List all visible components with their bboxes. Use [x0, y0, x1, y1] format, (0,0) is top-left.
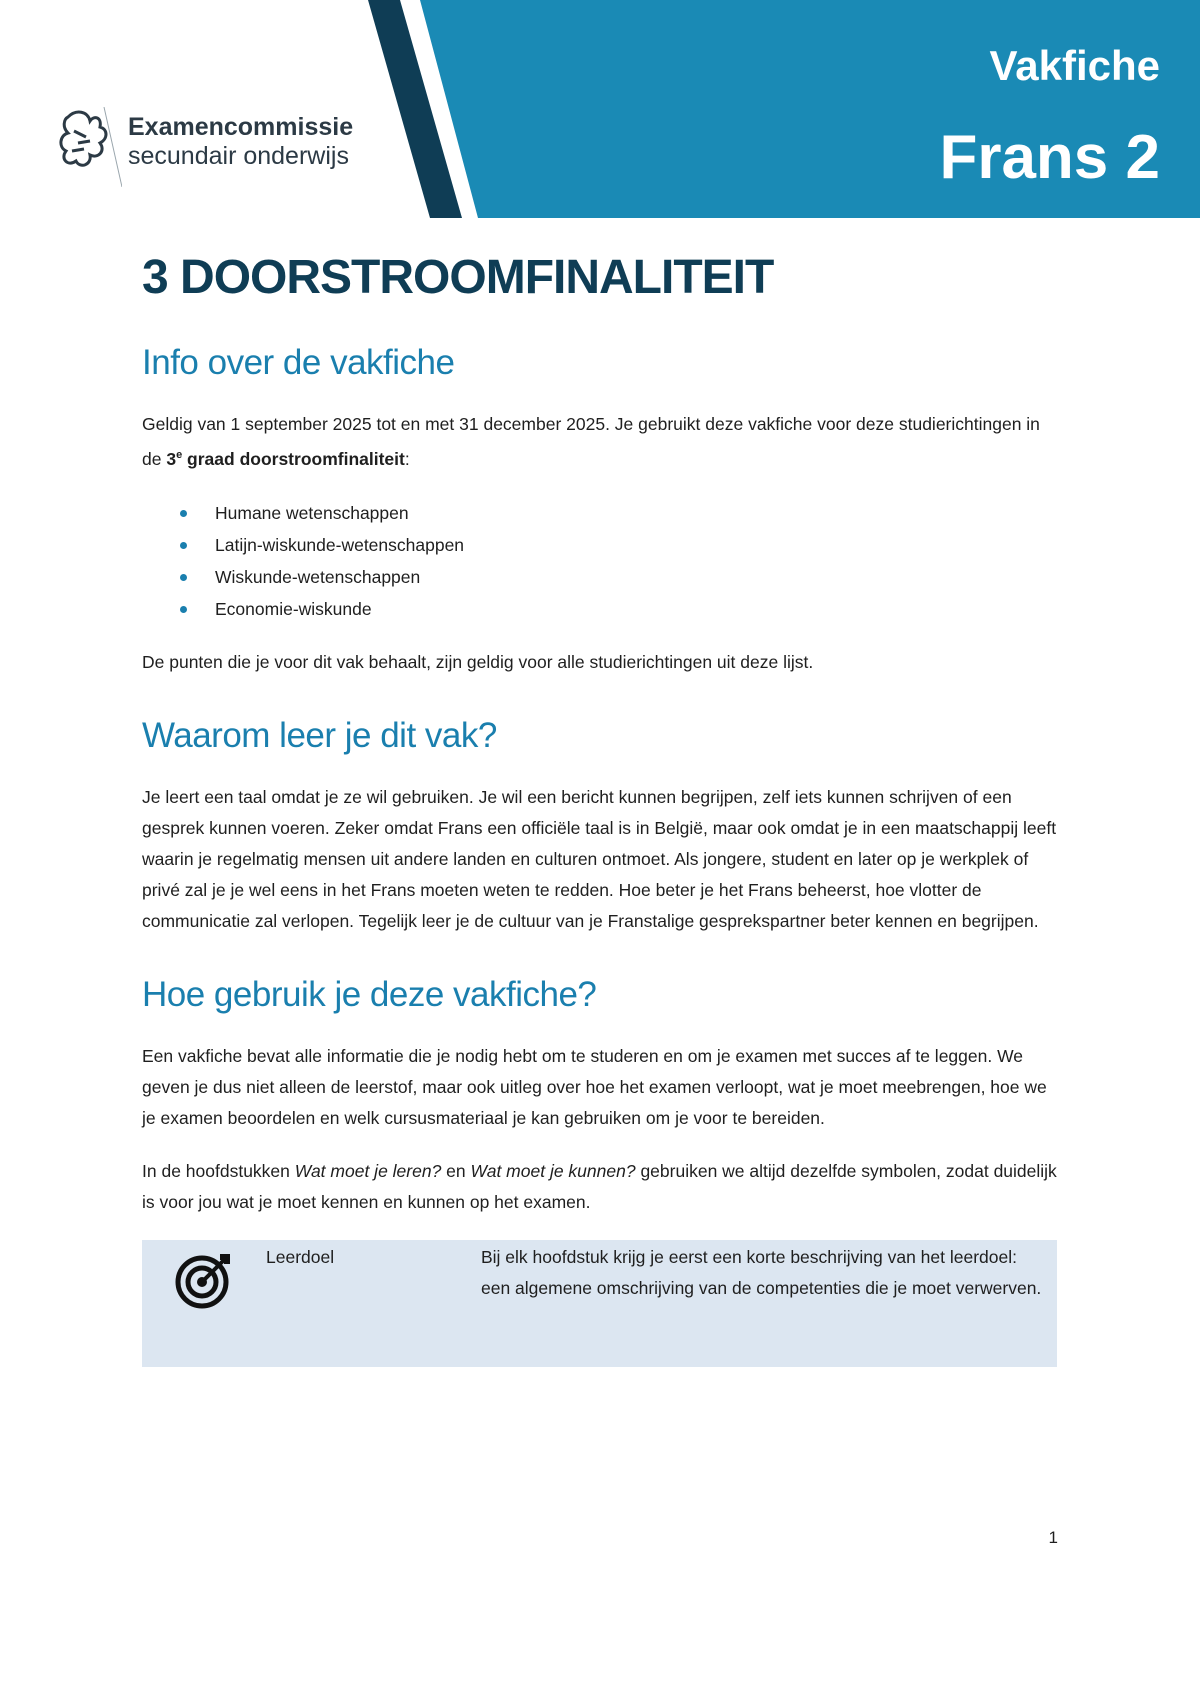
- validity-paragraph: Geldig van 1 september 2025 tot en met 31 december 2025. Je gebruikt deze vakfiche voor deze studierichtingen in de 3e graad doorstroomfinaliteit:: [142, 414, 1040, 469]
- page-title: 3 DOORSTROOMFINALITEIT: [142, 251, 774, 304]
- flemish-lion-icon: [58, 107, 122, 187]
- organization-name: Examencommissie: [128, 113, 354, 141]
- points-paragraph: De punten die je voor dit vak behaalt, zijn geldig voor alle studierichtingen uit deze lijst.: [142, 651, 814, 672]
- document-body: [142, 250, 1057, 1367]
- organization-logo: [58, 95, 388, 195]
- list-item: Humane wetenschappen: [142, 497, 1057, 529]
- page-number: 1: [1048, 1528, 1058, 1547]
- organization-subtitle: secundair onderwijs: [128, 142, 349, 170]
- symbols-paragraph: In de hoofdstukken Wat moet je leren? en Wat moet je kunnen? gebruiken we altijd dezelfde symbolen, zodat duidelijk is voor jou wat je moet kennen en kunnen op het examen.: [142, 1160, 1057, 1212]
- list-item: Economie-wiskunde: [142, 593, 1057, 625]
- validity-text: Geldig van 1 september 2025 tot en met 31 december 2025. Je gebruikt deze vakfiche voor deze studierichtingen in de: [142, 414, 1040, 469]
- chapter-name-learn: Wat moet je leren?: [294, 1160, 442, 1181]
- symbol-description: Bij elk hoofdstuk krijg je eerst een korte beschrijving van het leerdoel: een algemene omschrijving van de competenties die je moet verwerven.: [481, 1246, 1042, 1298]
- section-heading-info: Info over de vakfiche: [142, 343, 455, 382]
- section-heading-how: Hoe gebruik je deze vakfiche?: [142, 974, 597, 1014]
- header-kicker: Vakfiche: [989, 42, 1160, 89]
- section-heading-why: Waarom leer je dit vak?: [142, 715, 497, 755]
- why-paragraph: Je leert een taal omdat je ze wil gebruiken. Je wil een bericht kunnen begrijpen, zelf iets kunnen schrijven of een gesprek kunnen voeren. Zeker omdat Frans een officiële taal is in België, maar ook omdat je in een maatschappij leeft waarin je regelmatig mensen uit andere landen en culturen ontmoet. Als jongere, student en later op je werkplek of privé zal je je wel eens in het Frans moeten weten te redden. Hoe beter je het Frans beheerst, hoe vlotter de communicatie zal verlopen. Tegelijk leer je de cultuur van je Franstalige gesprekspartner beter kennen en begrijpen.: [142, 786, 1057, 931]
- study-programs-list: [142, 497, 1057, 625]
- target-icon: [174, 1250, 234, 1310]
- symbol-label: Leerdoel: [266, 1246, 335, 1267]
- grade-label: 3e graad doorstroomfinaliteit: [166, 448, 405, 469]
- subject-title: Frans 2: [939, 123, 1160, 192]
- chapter-name-can: Wat moet je kunnen?: [470, 1160, 636, 1181]
- how-paragraph: Een vakfiche bevat alle informatie die je nodig hebt om te studeren en om je examen met succes af te leggen. We geven je dus niet alleen de leerstof, maar ook uitleg over hoe het examen verloopt, wat je moet meebrengen, hoe we je examen beoordelen en welk cursusmateriaal je kan gebruiken om je voor te bereiden.: [142, 1045, 1047, 1128]
- list-item: Wiskunde-wetenschappen: [142, 561, 1057, 593]
- list-item: Latijn-wiskunde-wetenschappen: [142, 529, 1057, 561]
- symbol-table-row: [142, 1240, 1057, 1367]
